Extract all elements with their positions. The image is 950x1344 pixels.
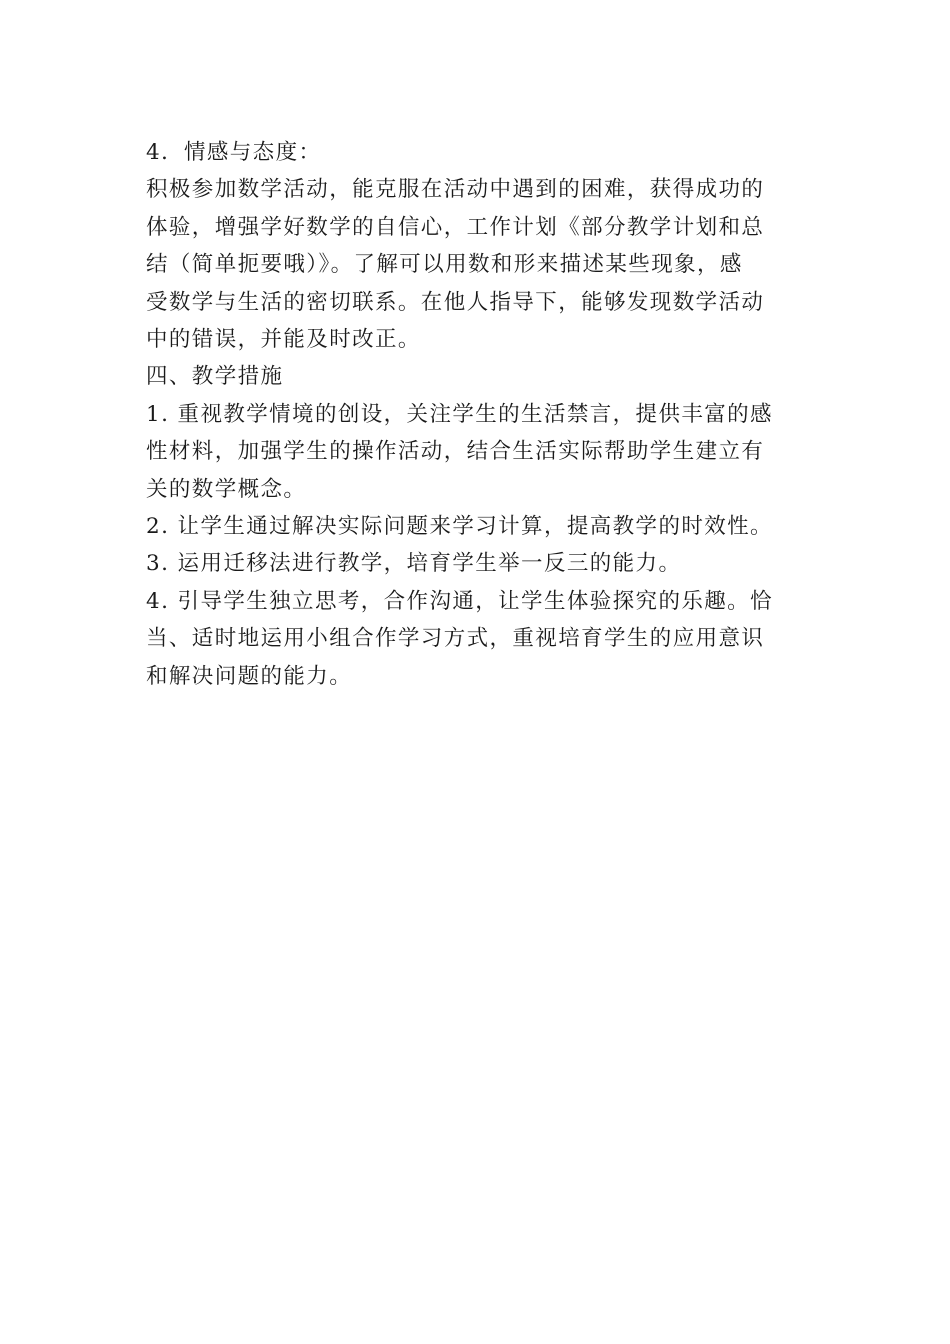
list-item-4-line: 当、适时地运用小组合作学习方式，重视培育学生的应用意识 xyxy=(146,626,765,652)
list-item-1-line: 1. 重视教学情境的创设，关注学生的生活禁言，提供丰富的感 xyxy=(146,401,773,427)
paragraph-line: 积极参加数学活动，能克服在活动中遇到的困难，获得成功的 xyxy=(146,177,765,203)
paragraph-line: 受数学与生活的密切联系。在他人指导下，能够发现数学活动 xyxy=(146,289,765,315)
section-heading-measures: 四、教学措施 xyxy=(146,364,284,390)
section-heading-attitude: 4．情感与态度： xyxy=(146,140,322,165)
document-page xyxy=(146,134,806,695)
list-item-4-line: 和解决问题的能力。 xyxy=(146,663,353,689)
paragraph-line: 中的错误，并能及时改正。 xyxy=(146,327,421,353)
paragraph-line: 体验，增强学好数学的自信心，工作计划《部分教学计划和总 xyxy=(146,214,765,240)
list-item-1-line: 关的数学概念。 xyxy=(146,476,307,502)
list-item-3-line: 3. 运用迁移法进行教学，培育学生举一反三的能力。 xyxy=(146,551,682,577)
list-item-2-line: 2. 让学生通过解决实际问题来学习计算，提高教学的时效性。 xyxy=(146,514,773,540)
list-item-1-line: 性材料，加强学生的操作活动，结合生活实际帮助学生建立有 xyxy=(146,439,765,465)
paragraph-line: 结（简单扼要哦）》。了解可以用数和形来描述某些现象，感 xyxy=(146,252,743,278)
list-item-4-line: 4. 引导学生独立思考，合作沟通，让学生体验探究的乐趣。恰 xyxy=(146,588,773,614)
